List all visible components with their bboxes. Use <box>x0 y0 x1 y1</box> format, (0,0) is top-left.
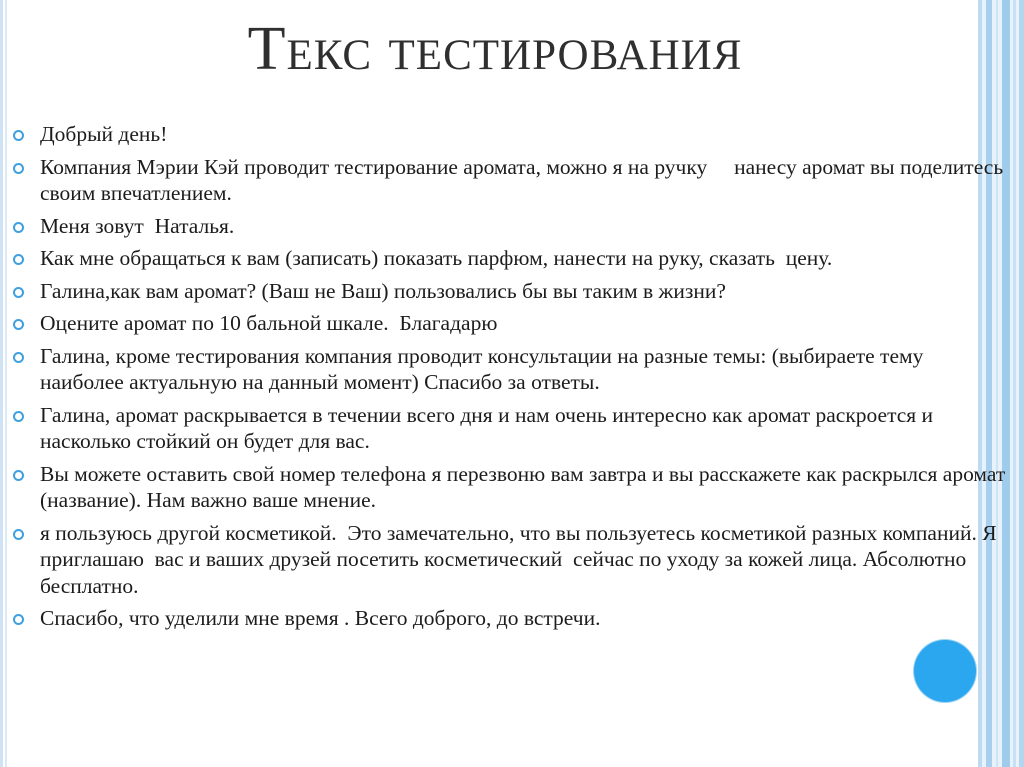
bullet-item <box>12 520 1012 600</box>
bullet-text: Вы можете оставить свой номер телефона я перезвоню вам завтра и вы расскажете как раскрылся аромат (название). Нам важно ваше мнение. <box>40 461 1011 512</box>
decorative-circle-icon <box>914 640 976 702</box>
bullet-ring-icon <box>13 163 24 174</box>
bullet-item <box>12 605 1012 632</box>
bullet-item <box>12 461 1012 514</box>
bullet-item <box>12 213 1012 240</box>
bullet-ring-icon <box>13 470 24 481</box>
bullet-text: Галина,как вам аромат? (Ваш не Ваш) пользовались бы вы таким в жизни? <box>40 278 726 303</box>
bullet-text: Меня зовут Наталья. <box>40 213 235 238</box>
bullet-item <box>12 310 1012 337</box>
right-decor-stripe <box>1019 0 1024 767</box>
bullet-ring-icon <box>13 614 24 625</box>
bullet-ring-icon <box>13 319 24 330</box>
bullet-item <box>12 121 1012 148</box>
bullet-item <box>12 154 1012 207</box>
bullet-ring-icon <box>13 222 24 233</box>
bullet-item <box>12 402 1012 455</box>
bullet-text: Как мне обращаться к вам (записать) показать парфюм, нанести на руку, сказать цену. <box>40 246 833 270</box>
bullet-ring-icon <box>13 529 24 540</box>
bullet-ring-icon <box>13 352 24 363</box>
right-decor-stripe <box>1013 0 1016 767</box>
bullet-item <box>12 278 1012 305</box>
bullet-text: я пользуюсь другой косметикой. Это замечательно, что вы пользуетесь косметикой разных компаний. Я приглашаю вас и ваших друзей посетить косметический сейчас по уходу за кожей лица. Абсолютно бесплатно. <box>40 520 1002 598</box>
bullet-ring-icon <box>13 411 24 422</box>
left-decor-stripe <box>0 0 3 767</box>
bullet-ring-icon <box>13 254 24 265</box>
slide-title: Текс тестирования <box>247 15 743 83</box>
bullet-item <box>12 343 1012 396</box>
bullet-text: Добрый день! <box>40 122 168 146</box>
left-decor-stripe <box>5 0 7 767</box>
bullet-text: Оцените аромат по 10 бальной шкале. Благадарю <box>40 311 498 335</box>
bullet-text: Галина, аромат раскрывается в течении всего дня и нам очень интересно как аромат раскроется и насколько стойкий он будет для вас. <box>40 402 939 453</box>
bullet-list <box>12 121 1012 638</box>
bullet-text: Спасибо, что уделили мне время . Всего доброго, до встречи. <box>40 606 601 630</box>
bullet-text: Компания Мэрии Кэй проводит тестирование аромата, можно я на ручку нанесу аромат вы поделитесь своим впечатлением. <box>40 154 1009 205</box>
bullet-item <box>12 245 1012 272</box>
bullet-text: Галина, кроме тестирования компания проводит консультации на разные темы: (выбираете тему наиболее актуальную на данный момент) Спасибо за ответы. <box>40 343 929 394</box>
bullet-ring-icon <box>13 130 24 141</box>
bullet-ring-icon <box>13 287 24 298</box>
